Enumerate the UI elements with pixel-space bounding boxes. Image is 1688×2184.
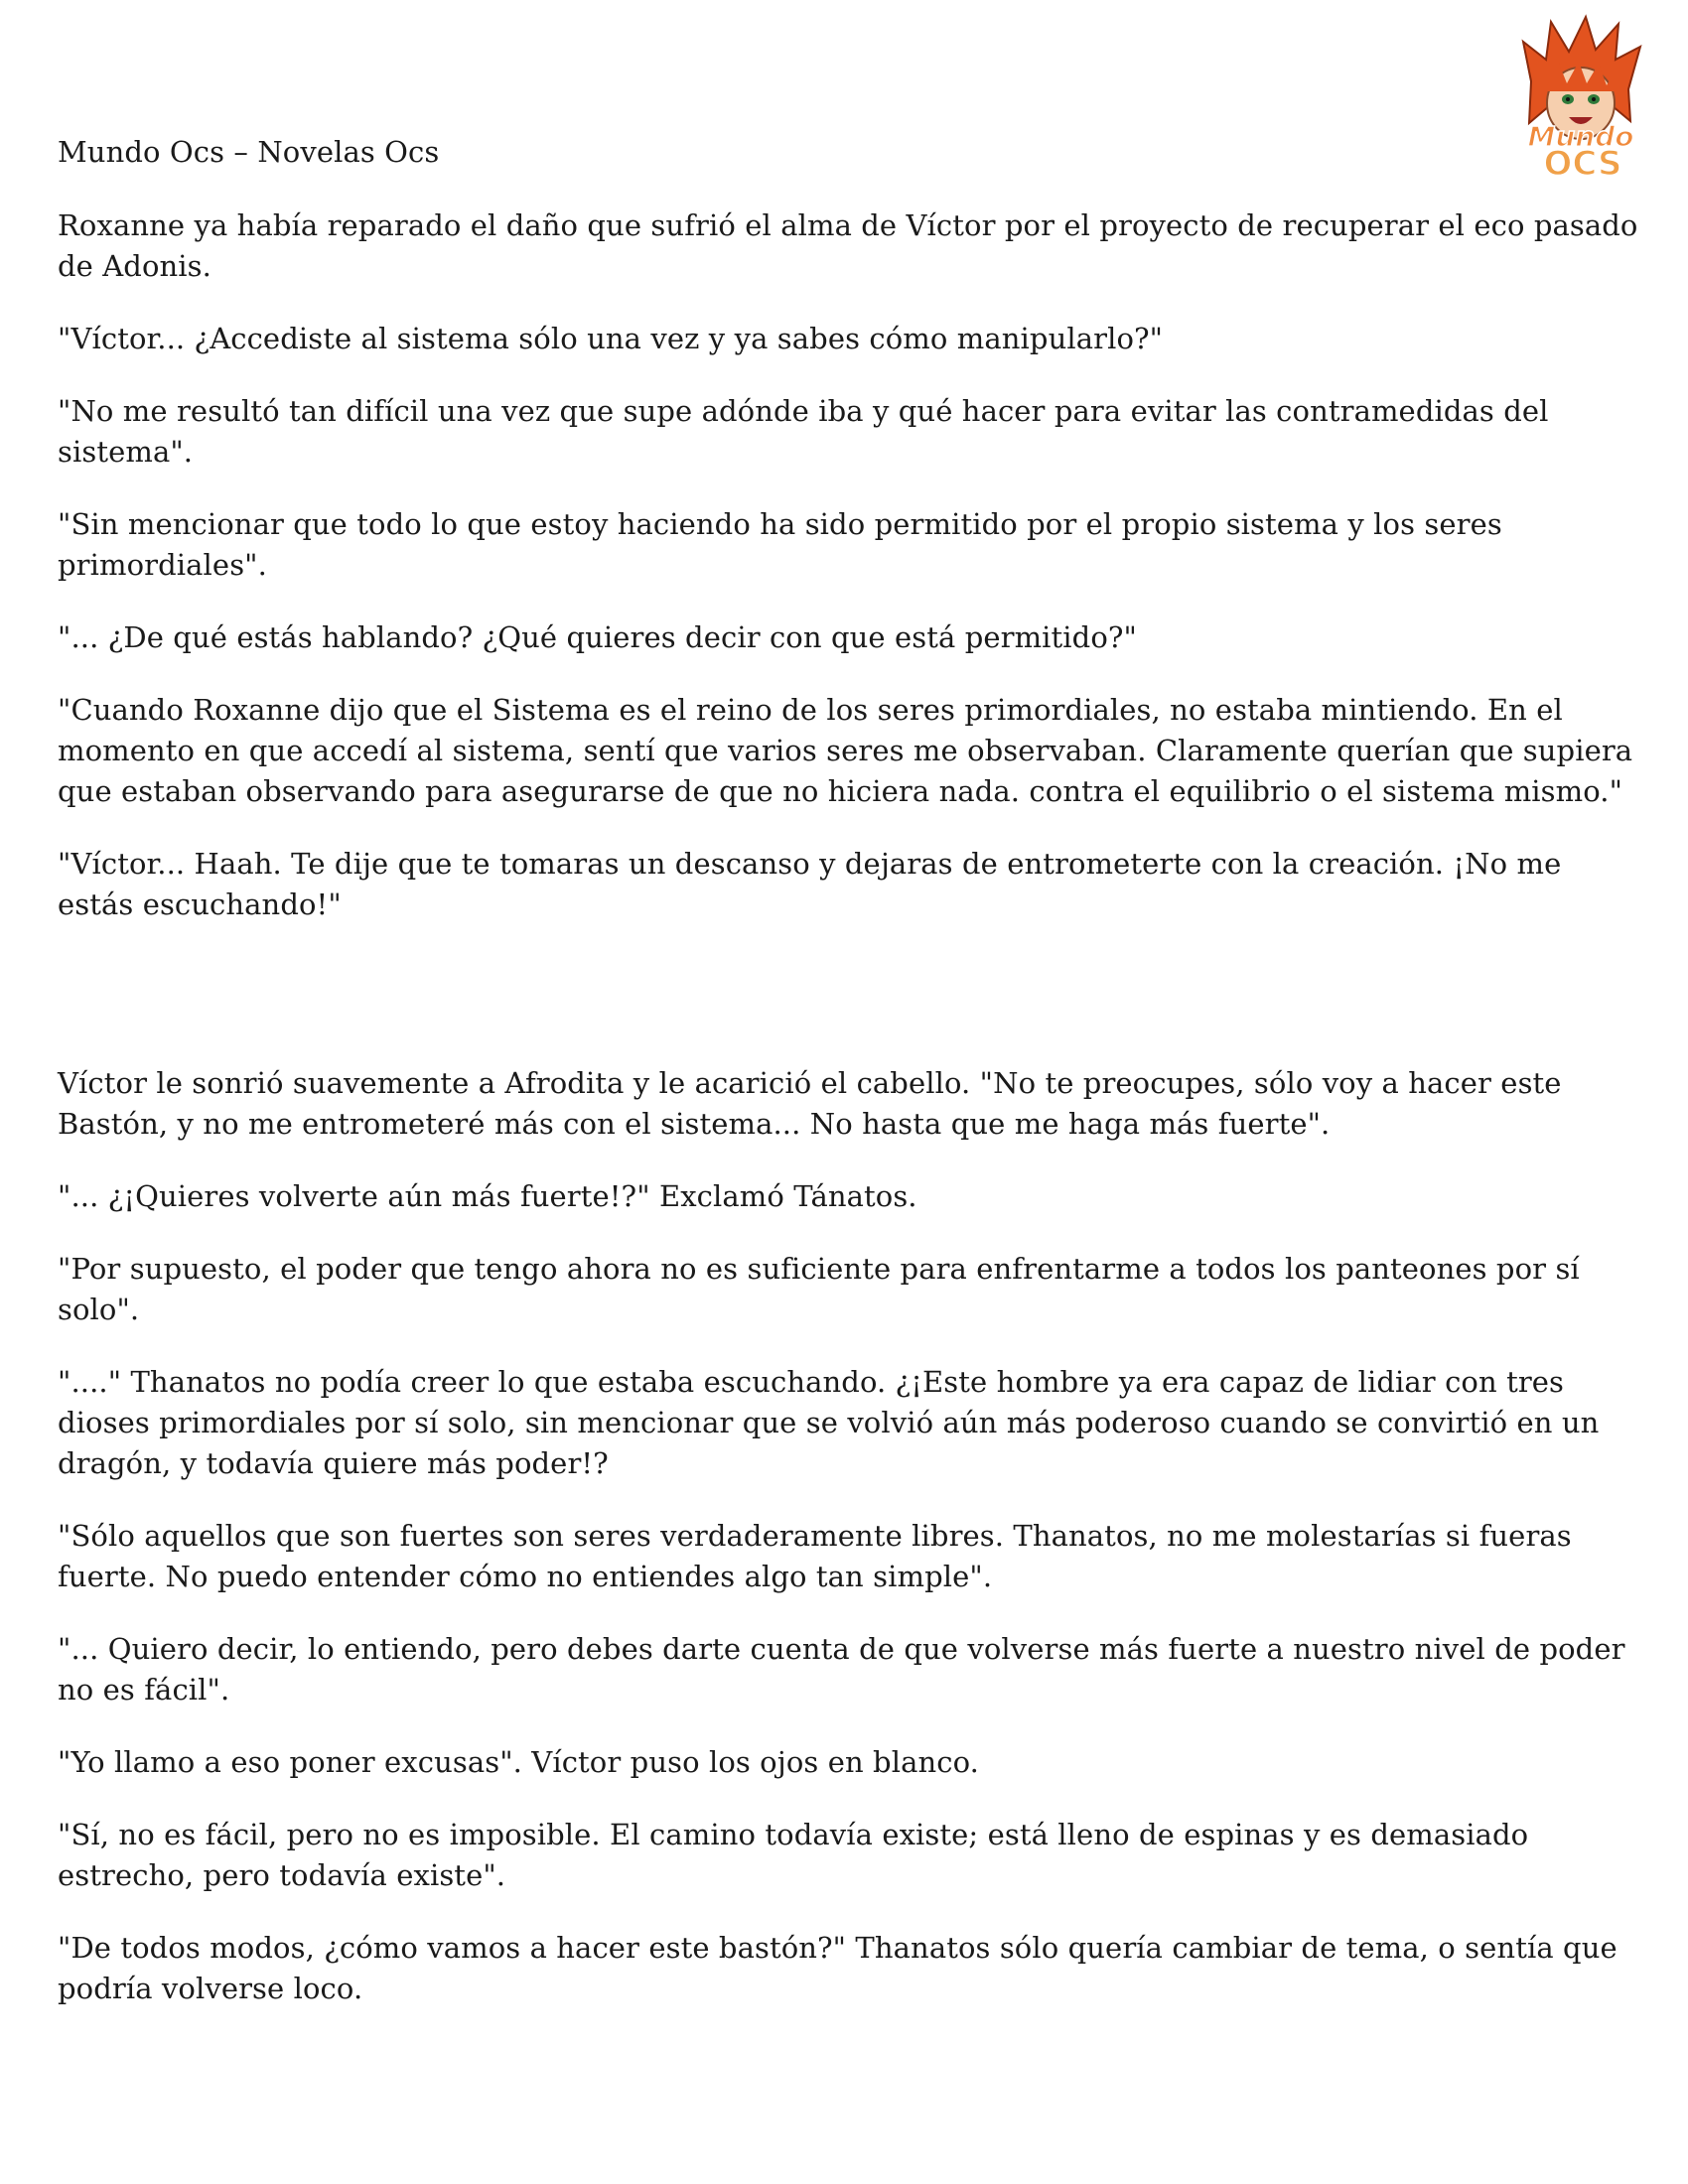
paragraph: "Cuando Roxanne dijo que el Sistema es el reino de los seres primordiales, no estaba mintiendo. En el momento en que accedí al sistema, sentí que varios seres me observaban. Claramente querían que supiera que estaban observando para asegurarse de que no hiciera nada. contra el equilibrio o el sistema mismo." bbox=[58, 693, 1633, 808]
header-title: Mundo Ocs – Novelas Ocs bbox=[58, 135, 440, 169]
paragraph: "Yo llamo a eso poner excusas". Víctor puso los ojos en blanco. bbox=[58, 1745, 979, 1779]
paragraph: "... ¿De qué estás hablando? ¿Qué quieres decir con que está permitido?" bbox=[58, 620, 1137, 654]
paragraph: "...." Thanatos no podía creer lo que estaba escuchando. ¿¡Este hombre ya era capaz de lidiar con tres dioses primordiales por sí solo, sin mencionar que se volvió aún más poderoso cuando se convirtió en un dragón, y todavía quiere más poder!? bbox=[58, 1365, 1600, 1480]
paragraph: Víctor le sonrió suavemente a Afrodita y le acarició el cabello. "No te preocupes, sólo voy a hacer este Bastón, y no me entrometeré más con el sistema... No hasta que me haga más fuerte". bbox=[58, 1066, 1562, 1141]
paragraph: "No me resultó tan difícil una vez que supe adónde iba y qué hacer para evitar las contramedidas del sistema". bbox=[58, 394, 1549, 469]
document-header bbox=[58, 132, 1646, 205]
text-section-2 bbox=[58, 1063, 1646, 2041]
paragraph: "Sólo aquellos que son fuertes son seres verdaderamente libres. Thanatos, no me molestarías si fueras fuerte. No puedo entender cómo no entiendes algo tan simple". bbox=[58, 1519, 1572, 1593]
logo-text-line1: Mundo bbox=[1527, 120, 1634, 153]
paragraph: "Víctor... ¿Accediste al sistema sólo una vez y ya sabes cómo manipularlo?" bbox=[58, 322, 1164, 355]
paragraph: "Sí, no es fácil, pero no es imposible. El camino todavía existe; está lleno de espinas y es demasiado estrecho, pero todavía existe". bbox=[58, 1818, 1529, 1892]
paragraph: Roxanne ya había reparado el daño que sufrió el alma de Víctor por el proyecto de recuperar el eco pasado de Adonis. bbox=[58, 208, 1638, 283]
paragraph: "... ¿¡Quieres volverte aún más fuerte!?" Exclamó Tánatos. bbox=[58, 1179, 917, 1213]
logo-text-line2: OCS bbox=[1543, 144, 1622, 181]
paragraph: "... Quiero decir, lo entiendo, pero debes darte cuenta de que volverse más fuerte a nuestro nivel de poder no es fácil". bbox=[58, 1632, 1625, 1706]
text-section-1 bbox=[58, 205, 1646, 957]
paragraph: "De todos modos, ¿cómo vamos a hacer este bastón?" Thanatos sólo quería cambiar de tema, o sentía que podría volverse loco. bbox=[58, 1931, 1618, 2005]
paragraph: "Por supuesto, el poder que tengo ahora no es suficiente para enfrentarme a todos los panteones por sí solo". bbox=[58, 1252, 1580, 1326]
paragraph: "Víctor... Haah. Te dije que te tomaras un descanso y dejaras de entrometerte con la creación. ¡No me estás escuchando!" bbox=[58, 847, 1562, 921]
paragraph: "Sin mencionar que todo lo que estoy haciendo ha sido permitido por el propio sistema y los seres primordiales". bbox=[58, 507, 1502, 582]
